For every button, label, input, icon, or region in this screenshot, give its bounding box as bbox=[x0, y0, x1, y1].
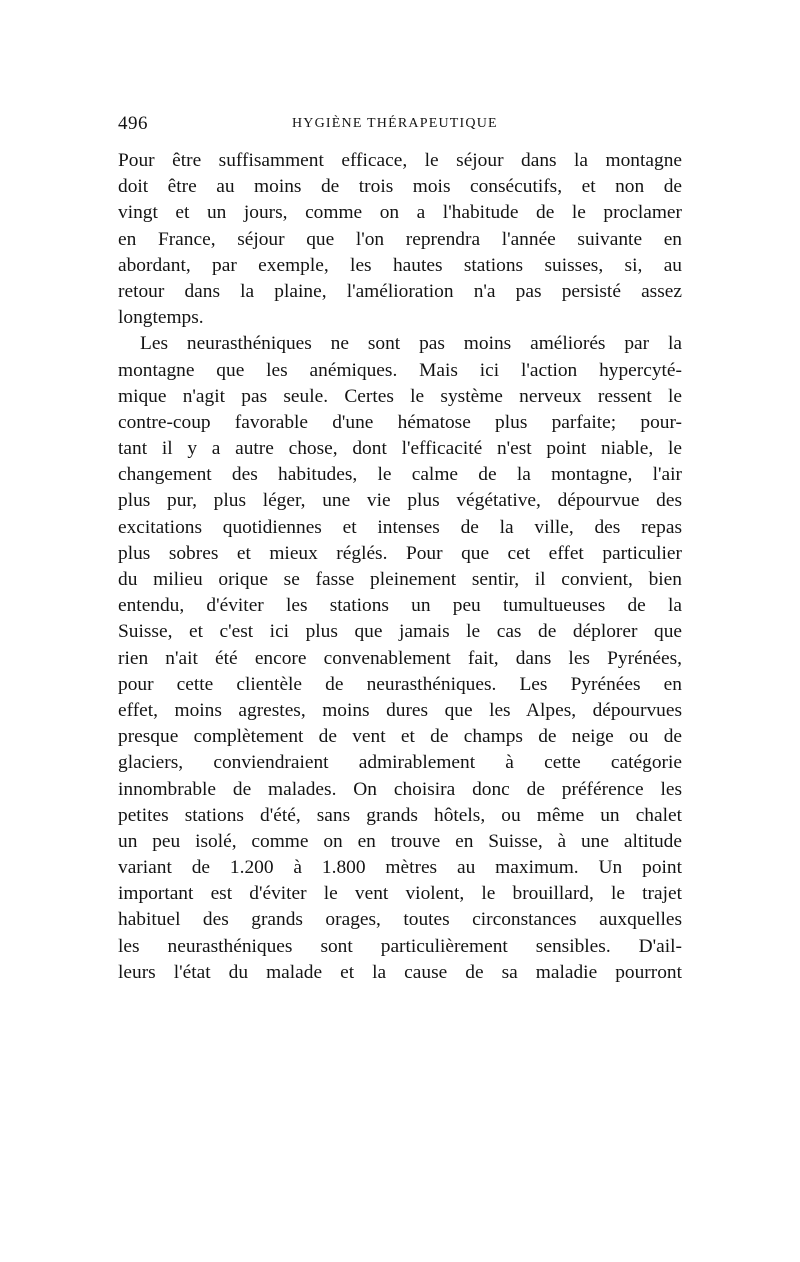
text-line: contre-coup favorable d'une hématose plus parfaite; pour- bbox=[118, 411, 682, 433]
body-text bbox=[118, 148, 682, 986]
text-line: vingt et un jours, comme on a l'habitude de le proclamer bbox=[118, 202, 682, 224]
text-line: pour cette clientèle de neurasthéniques. Les Pyrénées en bbox=[118, 673, 682, 695]
text-line: retour dans la plaine, l'amélioration n'a pas persisté assez bbox=[118, 280, 682, 302]
text-line: Suisse, et c'est ici plus que jamais le cas de déplorer que bbox=[118, 621, 682, 643]
page-number: 496 bbox=[118, 113, 148, 134]
text-line: entendu, d'éviter les stations un peu tumultueuses de la bbox=[118, 595, 682, 617]
text-line: petites stations d'été, sans grands hôtels, ou même un chalet bbox=[118, 804, 682, 826]
paragraph-start-line: Les neurasthéniques ne sont pas moins améliorés par la bbox=[140, 333, 682, 355]
text-line: un peu isolé, comme on en trouve en Suisse, à une altitude bbox=[118, 830, 682, 852]
text-line: presque complètement de vent et de champs de neige ou de bbox=[118, 726, 682, 748]
text-line: glaciers, conviendraient admirablement à cette catégorie bbox=[118, 752, 682, 774]
text-line: du milieu orique se fasse pleinement sentir, il convient, bien bbox=[118, 569, 682, 590]
text-line: leurs l'état du malade et la cause de sa maladie pourront bbox=[118, 961, 682, 983]
text-line: Pour être suffisamment efficace, le séjour dans la montagne bbox=[118, 150, 682, 171]
text-line: important est d'éviter le vent violent, le brouillard, le trajet bbox=[118, 883, 682, 905]
text-line: abordant, par exemple, les hautes stations suisses, si, au bbox=[118, 254, 682, 276]
text-line: mique n'agit pas seule. Certes le système nerveux ressent le bbox=[118, 385, 682, 407]
text-line: rien n'ait été encore convenablement fait, dans les Pyrénées, bbox=[118, 647, 682, 669]
text-line: excitations quotidiennes et intenses de la ville, des repas bbox=[118, 516, 682, 538]
text-line: tant il y a autre chose, dont l'efficacité n'est point niable, le bbox=[118, 438, 682, 460]
running-head bbox=[118, 113, 684, 137]
text-line: innombrable de malades. On choisira donc de préférence les bbox=[118, 778, 682, 800]
text-line: en France, séjour que l'on reprendra l'année suivante en bbox=[118, 228, 682, 250]
text-line: habituel des grands orages, toutes circonstances auxquelles bbox=[118, 909, 682, 931]
text-line: longtemps. bbox=[118, 307, 204, 329]
text-line: doit être au moins de trois mois consécutifs, et non de bbox=[118, 176, 682, 198]
running-title: HYGIÈNE THÉRAPEUTIQUE bbox=[292, 116, 498, 131]
text-line: effet, moins agrestes, moins dures que les Alpes, dépourvues bbox=[118, 699, 682, 721]
text-line: plus sobres et mieux réglés. Pour que cet effet particulier bbox=[118, 542, 682, 564]
text-line: variant de 1.200 à 1.800 mètres au maximum. Un point bbox=[118, 857, 682, 879]
text-line: montagne que les anémiques. Mais ici l'action hypercyté- bbox=[118, 359, 682, 381]
text-line: les neurasthéniques sont particulièrement sensibles. D'ail- bbox=[118, 935, 682, 957]
text-line: plus pur, plus léger, une vie plus végétative, dépourvue des bbox=[118, 490, 682, 512]
text-line: changement des habitudes, le calme de la montagne, l'air bbox=[118, 464, 682, 486]
